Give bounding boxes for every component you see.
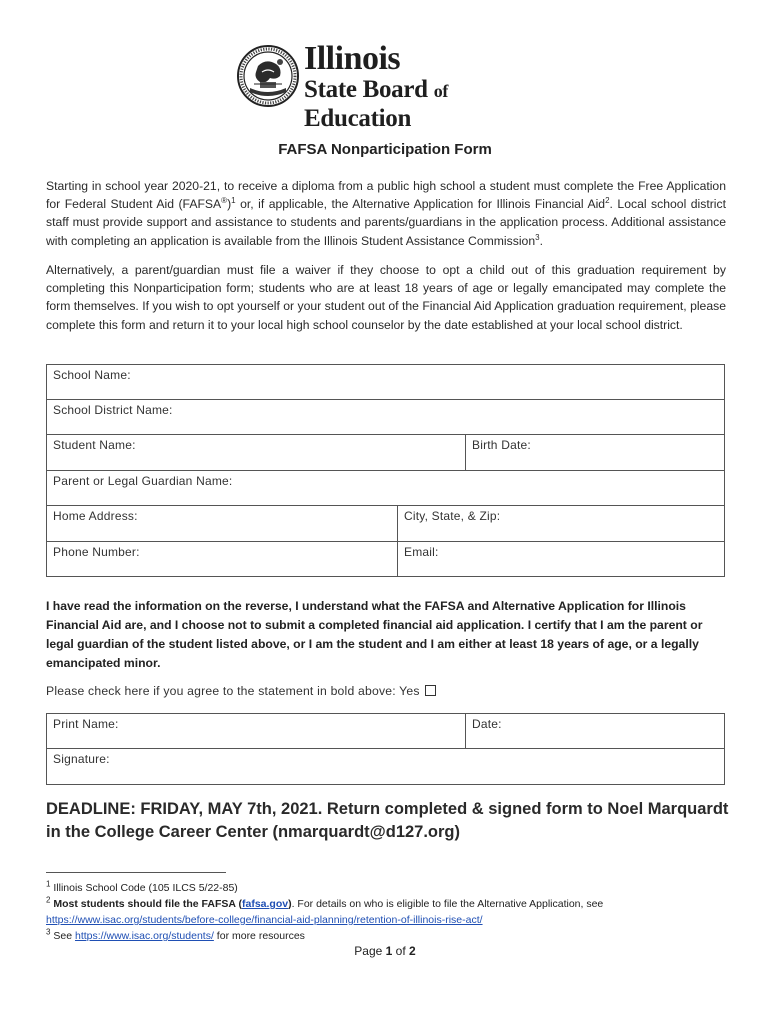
signature-table — [46, 713, 725, 785]
footnote-2-text: . For details on who is eligible to file the Alternative Application, see — [291, 898, 604, 910]
logo-line-illinois: Illinois — [304, 40, 401, 77]
guardian-name-field[interactable]: Parent or Legal Guardian Name: — [53, 474, 233, 488]
agree-checkbox-row — [46, 684, 436, 698]
footnote-1-text: Illinois School Code (105 ILCS 5/22-85) — [50, 882, 238, 894]
guardian-row[interactable] — [47, 471, 724, 506]
footnote-divider — [46, 872, 226, 873]
page-label: Page — [354, 944, 383, 958]
isac-rise-act-link[interactable]: https://www.isac.org/students/before-college/financial-aid-planning/retention-of-illinois-rise-act/ — [46, 914, 483, 926]
footnote-2 — [46, 896, 726, 928]
page-of: of — [395, 944, 406, 958]
intro-p1-text-e: . — [539, 233, 543, 248]
signature-field[interactable]: Signature: — [53, 752, 110, 766]
page-current: 1 — [385, 944, 393, 958]
logo-of: of — [433, 81, 449, 101]
certification-statement: I have read the information on the reverse, I understand what the FAFSA and Alternative Application for Illinois Financial Aid are, and I choose not to submit a completed financial aid application. I certify that I am the parent or legal guardian of the student listed above, or I am the student and I am either at least 18 years of age, or a legally emancipated minor. — [46, 599, 703, 670]
student-info-table — [46, 364, 725, 577]
intro-p1-text-c: or, if applicable, the Alternative Application for Illinois Financial Aid — [235, 197, 606, 212]
student-row — [47, 435, 724, 471]
page-number — [0, 944, 770, 958]
contact-row — [47, 542, 724, 576]
address-row — [47, 506, 724, 542]
intro-p1-text-d: . Local school district staff must provide support and assistance to students and parents/guardians in the application process. Additional assistance with completing an application is available from the Illinois Student Assistance Commission — [46, 197, 726, 248]
footnote-1 — [46, 880, 726, 896]
agree-label: Please check here if you agree to the statement in bold above: Yes — [46, 684, 420, 698]
footnote-ref-3: 3 — [535, 232, 540, 242]
phone-number-field[interactable]: Phone Number: — [53, 545, 140, 559]
footnote-2-number: 2 — [46, 895, 51, 905]
page-total: 2 — [409, 944, 416, 958]
school-name-field[interactable]: School Name: — [53, 368, 131, 382]
footnote-3 — [46, 928, 726, 944]
logo-education: Education — [304, 105, 412, 132]
intro-p1-text-b: ) — [227, 197, 232, 212]
print-name-row — [47, 714, 724, 749]
footnote-1-number: 1 — [46, 879, 51, 889]
student-name-field[interactable]: Student Name: — [53, 438, 136, 452]
logo-line-isbe — [304, 76, 536, 133]
intro-p1-text-a: Starting in school year 2020-21, to receive a diploma from a public high school a student must complete the Free Application for Federal Student Aid (FAFSA — [46, 179, 726, 212]
footnote-3-text-a: See — [50, 930, 75, 942]
home-address-field[interactable]: Home Address: — [53, 509, 138, 523]
school-district-row[interactable] — [47, 400, 724, 435]
footnote-2-bold-b: ) — [288, 898, 292, 910]
registered-mark: ® — [221, 196, 228, 206]
agree-checkbox[interactable] — [425, 685, 436, 696]
illinois-state-seal-icon — [236, 44, 300, 108]
logo-wordmark — [304, 42, 536, 133]
footnote-2-bold-a: Most students should file the FAFSA ( — [50, 898, 242, 910]
deadline-notice: DEADLINE: FRIDAY, MAY 7th, 2021. Return completed & signed form to Noel Marquardt in the College Career Center (nmarquardt@d127.org) — [46, 800, 729, 841]
intro-paragraph-2: Alternatively, a parent/guardian must file a waiver if they choose to opt a child out of this graduation requirement by completing this Nonparticipation form; students who are at least 18 years of age or legally emancipated may complete the form themselves. If you wish to opt yourself or your student out of the Financial Aid Application graduation requirement, please complete this form and return it to your local high school counselor by the date established at your local school district. — [46, 263, 726, 332]
page-title: FAFSA Nonparticipation Form — [278, 141, 492, 158]
school-district-name-field[interactable]: School District Name: — [53, 403, 173, 417]
isbe-logo — [236, 40, 536, 132]
logo-state-board: State Board — [304, 76, 428, 103]
intro-paragraph-1 — [46, 177, 726, 250]
school-name-row[interactable] — [47, 365, 724, 400]
footnote-ref-1: 1 — [231, 196, 236, 206]
isac-students-link[interactable]: https://www.isac.org/students/ — [74, 930, 214, 942]
signature-row[interactable] — [47, 749, 724, 784]
email-field[interactable]: Email: — [397, 542, 724, 576]
fafsa-gov-link[interactable]: fafsa.gov — [241, 898, 289, 910]
footnote-ref-2: 2 — [605, 196, 610, 206]
date-field[interactable]: Date: — [465, 714, 724, 748]
footnote-3-text-b: for more resources — [213, 930, 305, 942]
footnote-3-number: 3 — [46, 927, 51, 937]
city-state-zip-field[interactable]: City, State, & Zip: — [397, 506, 724, 541]
birth-date-field[interactable]: Birth Date: — [465, 435, 724, 470]
print-name-field[interactable]: Print Name: — [53, 717, 119, 731]
